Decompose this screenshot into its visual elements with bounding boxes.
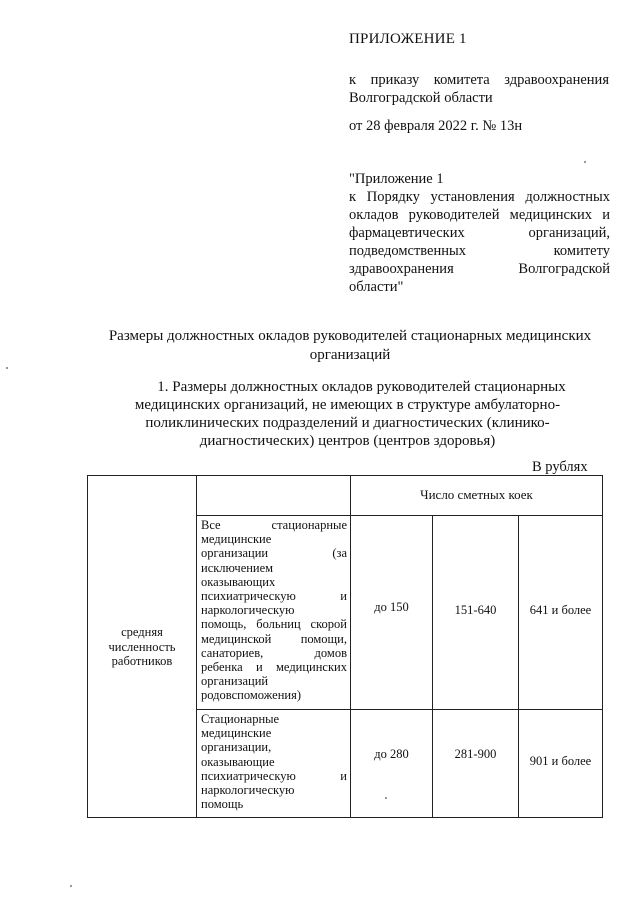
row-label-line: средняя xyxy=(121,625,163,639)
org-type-line: Все стационарные xyxy=(201,518,347,532)
document-title-line: Размеры должностных окладов руководителей стационарных медицинских xyxy=(108,328,592,344)
org-type-line: организации (за xyxy=(201,546,347,561)
table-border-left xyxy=(87,475,88,818)
row-label-average-staff xyxy=(89,625,195,669)
order-reference-line: к приказу комитета здравоохранения xyxy=(349,72,609,88)
quoted-appendix-reference xyxy=(349,170,610,296)
row-label-line: работников xyxy=(111,654,173,668)
org-type-line: медицинской помощи, xyxy=(201,631,347,646)
org-type-psychiatric xyxy=(201,712,347,811)
org-type-line: медицинские xyxy=(201,726,272,741)
row-label-line: численность xyxy=(108,639,176,654)
table-border-bottom xyxy=(87,817,603,818)
document-title xyxy=(100,327,600,365)
beds-range-3: 641 и более xyxy=(529,603,592,617)
org-type-line: Стационарные xyxy=(201,712,280,726)
quoted-line: здравоохранения Волгоградской xyxy=(349,261,610,277)
table-divider xyxy=(432,515,433,818)
org-type-general xyxy=(201,518,347,703)
org-type-line: родовспоможения) xyxy=(201,688,301,703)
table-divider xyxy=(350,475,351,818)
appendix-title: ПРИЛОЖЕНИЕ 1 xyxy=(349,31,467,47)
table-divider xyxy=(196,709,603,710)
org-type-line: оказывающие xyxy=(201,754,275,769)
table-divider xyxy=(518,515,519,818)
beds-count-header: Число сметных коек xyxy=(420,487,533,502)
scan-speck xyxy=(385,797,387,799)
org-type-line: психиатрическую и xyxy=(201,768,347,783)
org-type-line: помощь, больниц скорой xyxy=(201,617,347,632)
quoted-line: области" xyxy=(349,279,404,295)
beds-range-2: 281-900 xyxy=(454,747,497,761)
org-type-line: психиатрическую и xyxy=(201,589,347,604)
salary-table xyxy=(87,475,603,818)
section-heading-line: 1. Размеры должностных окладов руководителей стационарных xyxy=(157,379,566,395)
section-heading-line: диагностических) центров (центров здоровья) xyxy=(199,433,496,449)
org-type-line: ребенка и медицинских xyxy=(201,660,347,675)
org-type-line: санаториев, домов xyxy=(201,645,347,660)
beds-range-1: до 150 xyxy=(374,600,409,614)
table-divider xyxy=(196,475,197,818)
section-heading-line: поликлинических подразделений и диагностических (клинико- xyxy=(145,415,550,431)
section-heading-line: медицинских организаций, не имеющих в структуре амбулаторно- xyxy=(134,397,561,413)
document-title-line: организаций xyxy=(309,347,391,363)
quoted-line: "Приложение 1 xyxy=(349,171,444,187)
org-type-line: помощь xyxy=(201,797,244,812)
table-border-top xyxy=(87,475,603,476)
units-label: В рублях xyxy=(532,459,588,475)
scan-speck xyxy=(70,885,72,887)
org-type-line: исключением xyxy=(201,560,274,575)
quoted-line: фармацевтических организаций, xyxy=(349,225,610,241)
org-type-line: наркологическую xyxy=(201,783,295,798)
scan-speck xyxy=(584,161,586,163)
quoted-line: окладов руководителей медицинских и xyxy=(349,207,610,223)
section-heading xyxy=(120,378,575,450)
beds-range-2: 151-640 xyxy=(454,603,497,617)
quoted-line: к Порядку установления должностных xyxy=(349,189,610,205)
quoted-line: подведомственных комитету xyxy=(349,243,610,259)
org-type-line: медицинские xyxy=(201,532,272,547)
table-divider xyxy=(196,515,603,516)
org-type-line: наркологическую xyxy=(201,603,295,618)
org-type-line: оказывающих xyxy=(201,574,276,589)
order-date: от 28 февраля 2022 г. № 13н xyxy=(349,118,523,134)
org-type-line: организаций xyxy=(201,674,269,689)
order-reference xyxy=(349,71,609,107)
scan-speck xyxy=(6,367,8,369)
order-reference-line: Волгоградской области xyxy=(349,90,493,106)
table-border-right xyxy=(602,475,603,818)
beds-range-1: до 280 xyxy=(374,747,409,761)
beds-range-3: 901 и более xyxy=(529,754,592,768)
org-type-line: организации, xyxy=(201,740,272,755)
